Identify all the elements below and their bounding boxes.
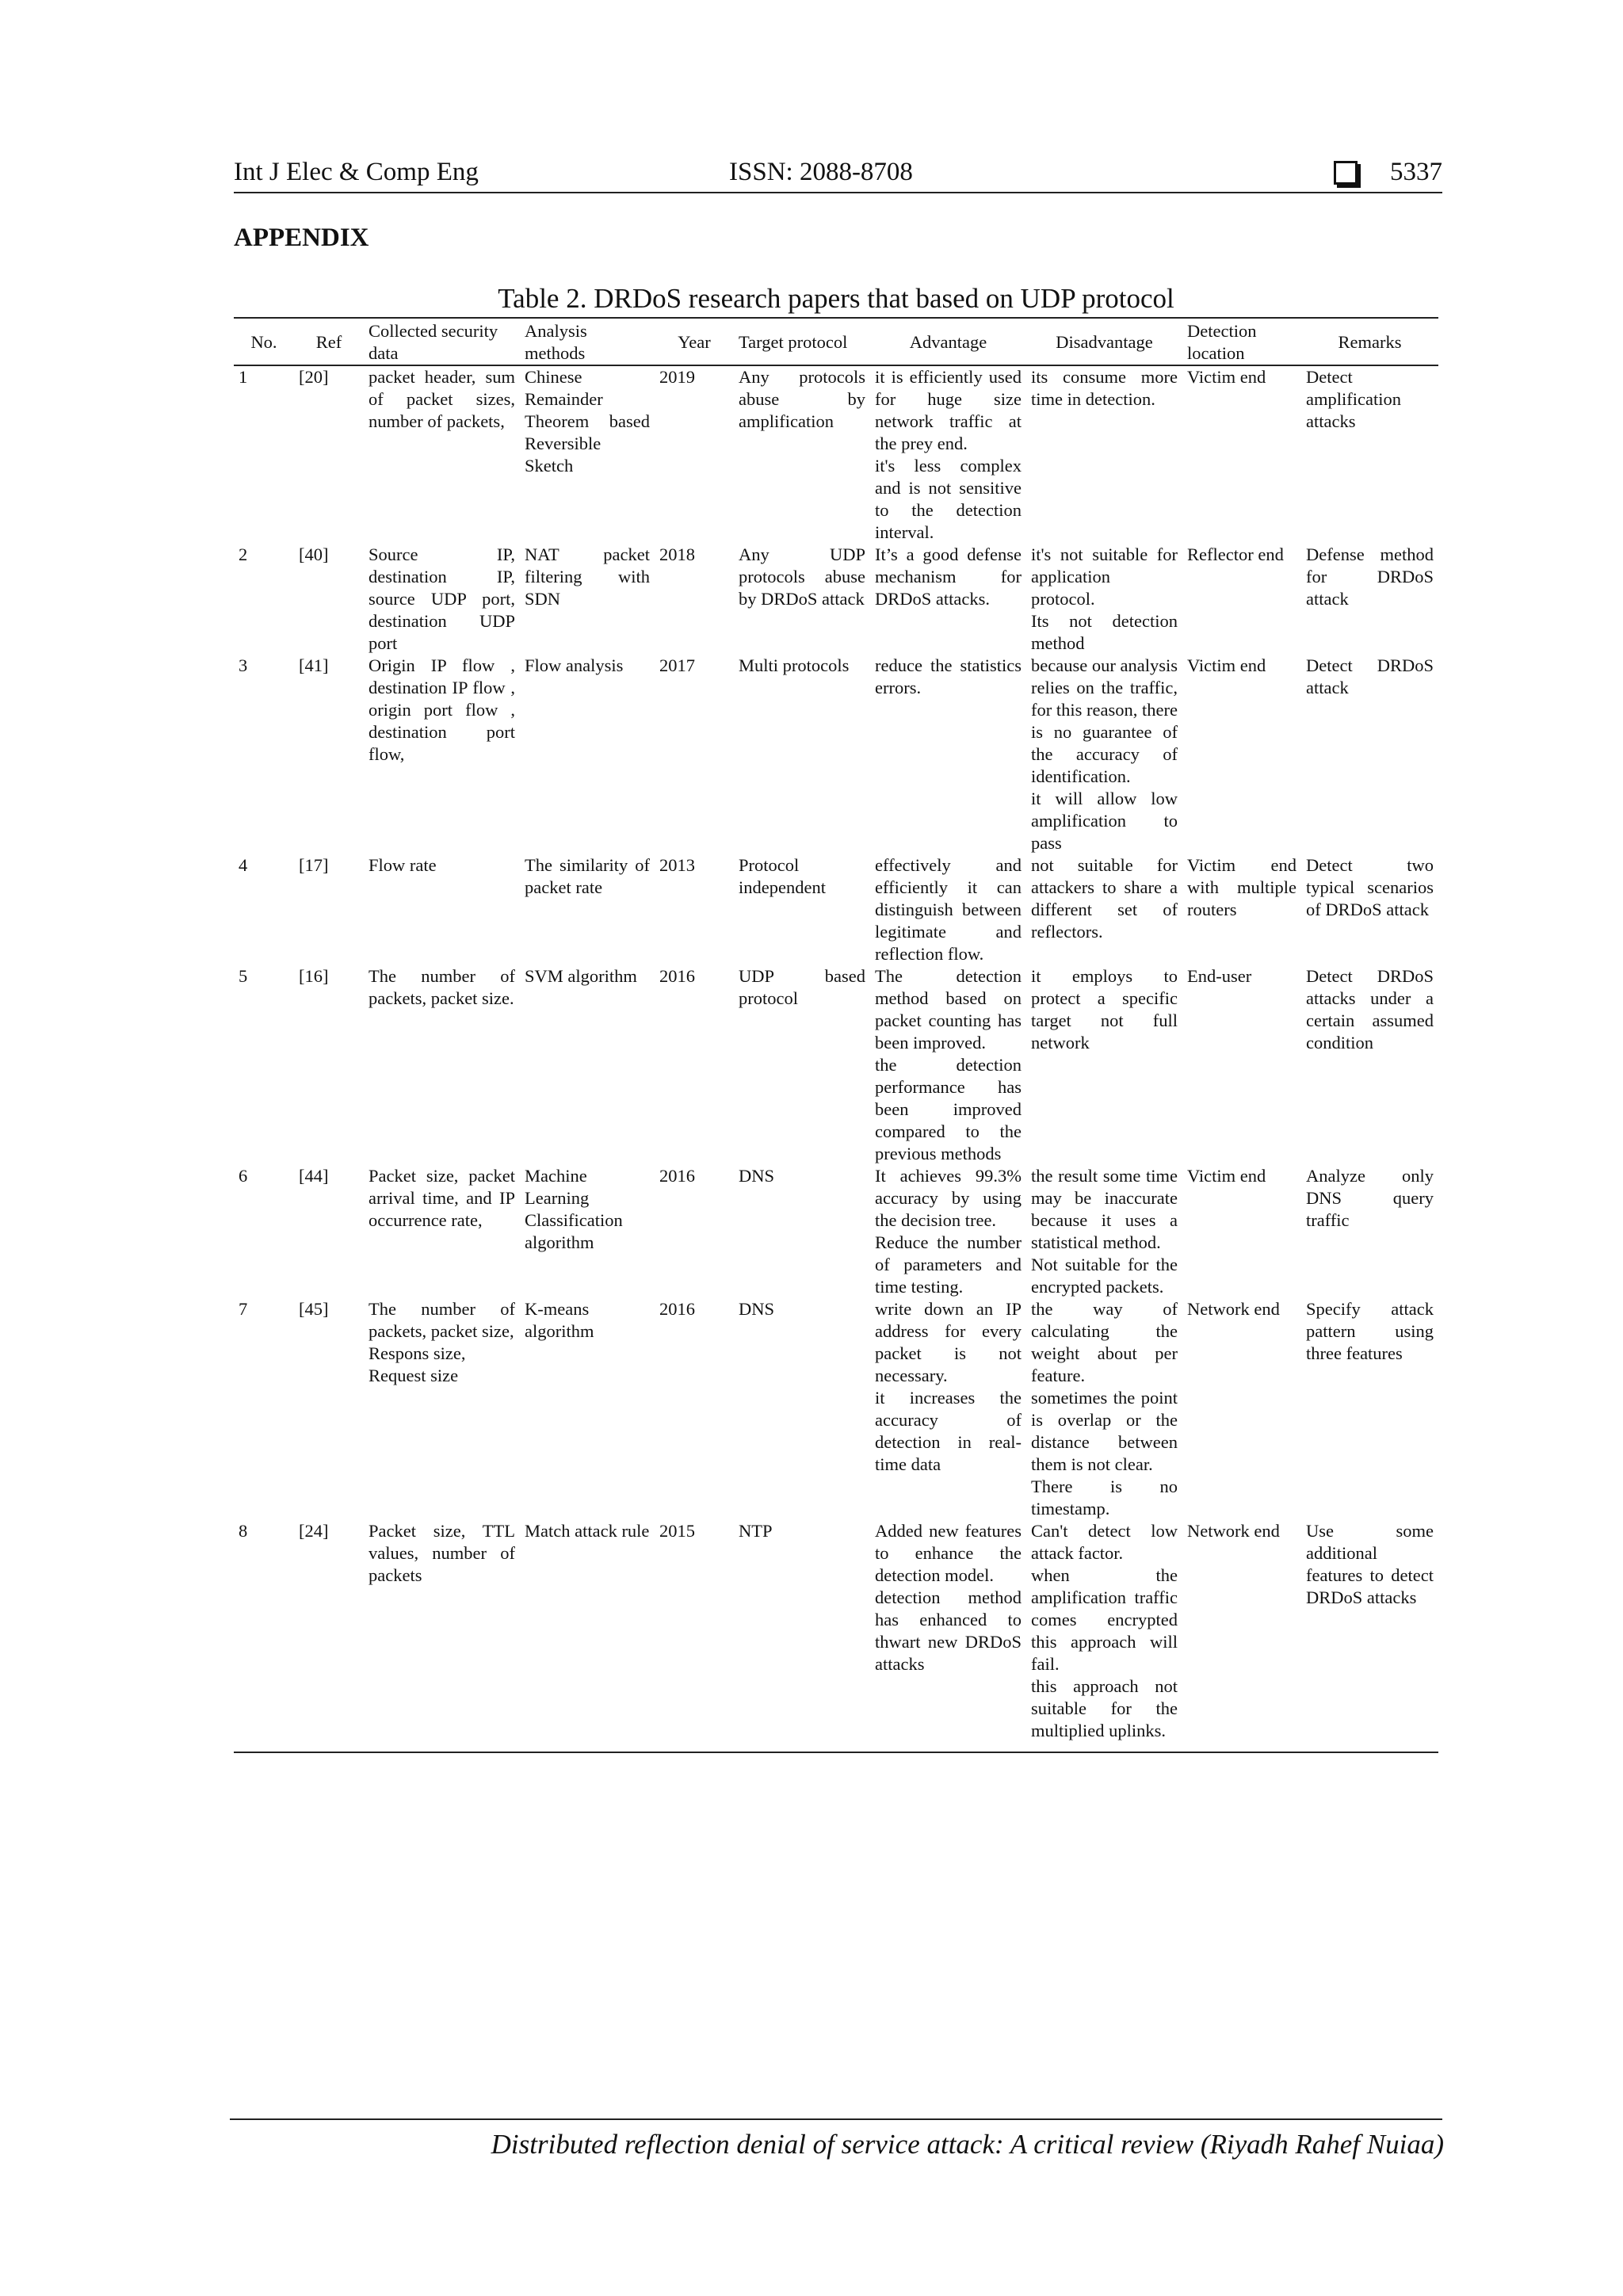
cell-disadvantage — [1026, 544, 1182, 655]
cell-no: 8 — [234, 1520, 294, 1752]
cell-no: 1 — [239, 367, 248, 387]
cell-advantage — [870, 544, 1026, 655]
cell-year: 2016 — [659, 1166, 695, 1186]
cell-remarks: Defense method for DRDoS attack — [1306, 544, 1434, 609]
cell-data: Flow rate — [369, 855, 437, 875]
cell-remarks: Analyze only DNS query traffic — [1306, 1166, 1434, 1230]
cell-ref: [17] — [299, 855, 329, 875]
cell-line: because our analysis relies on the traffic, for this reason, there is no guarantee of the accuracy of identification. — [1031, 655, 1178, 786]
cell-line: when the amplification traffic comes encrypted this approach will fail. — [1031, 1565, 1178, 1674]
cell-location: Network end — [1182, 1520, 1301, 1752]
cell-methods: Chinese Remainder Theorem based Reversible Sketch — [525, 367, 650, 476]
cell-disadvantage — [1026, 1165, 1182, 1298]
cell-line: it's not suitable for application protocol. — [1031, 544, 1178, 609]
cell-protocol: DNS — [739, 1299, 775, 1319]
cell-line: write down an IP address for every packet is not necessary. — [875, 1299, 1022, 1385]
table-row — [234, 854, 1438, 965]
cell-line: Can't detect low attack factor. — [1031, 1521, 1178, 1563]
cell-data: Packet size, TTL values, number of packets — [364, 1520, 520, 1752]
cell-line: It’s a good defense mechanism for DRDoS attacks. — [875, 544, 1022, 609]
col-header-advantage: Advantage — [870, 318, 1026, 365]
col-header-ref: Ref — [294, 318, 364, 365]
cell-disadvantage — [1026, 965, 1182, 1165]
cell-line: not suitable for attackers to share a different set of reflectors. — [1031, 855, 1178, 942]
cell-year: 2018 — [659, 544, 695, 564]
cell-line: the way of calculating the weight about per feature. — [1031, 1299, 1178, 1385]
cell-advantage — [870, 1520, 1026, 1752]
cell-line: it increases the accuracy of detection in real-time data — [875, 1388, 1022, 1474]
cell-remarks: Detect amplification attacks — [1306, 367, 1401, 431]
col-header-disadvantage: Disadvantage — [1026, 318, 1182, 365]
cell-line: It achieves 99.3% accuracy by using the decision tree. — [875, 1166, 1022, 1230]
cell-data: The number of packets, packet size. — [369, 966, 515, 1008]
cell-line: sometimes the point is overlap or the distance between them is not clear. — [1031, 1388, 1178, 1474]
cell-line: The number of packets, packet size, — [369, 1299, 515, 1341]
col-header-location: Detection location — [1182, 318, 1301, 365]
cell-disadvantage — [1026, 1520, 1182, 1752]
col-header-methods: Analysis methods — [520, 318, 655, 365]
cell-remarks: Detect DRDoS attacks under a certain assumed condition — [1306, 966, 1434, 1052]
cell-line: this approach not suitable for the multiplied uplinks. — [1031, 1676, 1178, 1740]
cell-line: it will allow low amplification to pass — [1031, 789, 1178, 853]
cell-line: it's less complex and is not sensitive to the detection interval. — [875, 456, 1022, 542]
cell-ref: [44] — [299, 1166, 329, 1186]
cell-line: Added new features to enhance the detection model. — [875, 1521, 1022, 1585]
table-row — [234, 655, 1438, 854]
col-header-no: No. — [234, 318, 294, 365]
page-number: 5337 — [1390, 158, 1442, 186]
cell-protocol: Any protocols abuse by amplification — [739, 367, 865, 431]
cell-data: Source IP, destination IP, source UDP port, destination UDP port — [369, 544, 515, 653]
cell-protocol: DNS — [739, 1166, 775, 1186]
cell-line: There is no timestamp. — [1031, 1477, 1178, 1519]
footer-rule — [230, 2118, 1442, 2120]
cell-ref: [40] — [299, 544, 329, 564]
cell-line: it employs to protect a specific target not full network — [1031, 966, 1178, 1052]
cell-remarks: Specify attack pattern using three features — [1306, 1299, 1434, 1363]
cell-advantage — [870, 1298, 1026, 1520]
table-row — [234, 1520, 1438, 1752]
cell-line: effectively and efficiently it can distinguish between legitimate and reflection flow. — [875, 855, 1022, 964]
cell-ref: [45] — [299, 1299, 329, 1319]
cell-protocol: Multi protocols — [739, 655, 850, 675]
cell-no: 3 — [239, 655, 248, 675]
cell-year: 2016 — [659, 1299, 695, 1319]
cell-disadvantage — [1026, 655, 1182, 854]
cell-ref: [24] — [294, 1520, 364, 1752]
cell-line: reduce the statistics errors. — [875, 655, 1022, 697]
appendix-heading: APPENDIX — [234, 223, 369, 252]
cell-line: Request size — [369, 1366, 459, 1385]
cell-methods: SVM algorithm — [525, 966, 637, 986]
cell-ref: [16] — [299, 966, 329, 986]
cell-data: packet header, sum of packet sizes, number of packets, — [369, 367, 515, 431]
cell-location: Victim end — [1187, 655, 1266, 675]
cell-methods: NAT packet filtering with SDN — [525, 544, 650, 609]
table-row — [234, 965, 1438, 1165]
cell-protocol: Any UDP protocols abuse by DRDoS attack — [739, 544, 865, 609]
cell-methods: K-means algorithm — [525, 1299, 594, 1341]
col-header-year: Year — [655, 318, 734, 365]
cell-line: Reduce the number of parameters and time testing. — [875, 1232, 1022, 1297]
col-header-data: Collected security data — [364, 318, 520, 365]
journal-name: Int J Elec & Comp Eng — [234, 158, 479, 186]
cell-no: 6 — [239, 1166, 248, 1186]
running-footer: Distributed reflection denial of service attack: A critical review (Riyadh Rahef Nuiaa) — [491, 2129, 1444, 2160]
cell-advantage — [870, 1165, 1026, 1298]
issn: ISSN: 2088-8708 — [729, 158, 913, 186]
cell-line: it is efficiently used for huge size network traffic at the prey end. — [875, 367, 1022, 453]
cell-location: Victim end with multiple routers — [1187, 855, 1296, 919]
cell-line: Its not detection method — [1031, 611, 1178, 653]
cell-data — [364, 1298, 520, 1520]
cell-year: 2016 — [659, 966, 695, 986]
table-row — [234, 544, 1438, 655]
cell-year: 2019 — [659, 367, 695, 387]
cell-data: Origin IP flow , destination IP flow , origin port flow , destination port flow, — [369, 655, 515, 764]
table-body — [234, 365, 1438, 1752]
cell-advantage — [870, 365, 1026, 544]
table-row — [234, 1298, 1438, 1520]
cell-advantage — [870, 854, 1026, 965]
cell-line: the result some time may be inaccurate because it uses a statistical method. — [1031, 1166, 1178, 1252]
cell-remarks: Detect two typical scenarios of DRDoS attack — [1306, 855, 1434, 919]
cell-advantage — [870, 655, 1026, 854]
cell-location: End-user — [1187, 966, 1252, 986]
cell-location: Reflector end — [1187, 544, 1284, 564]
cell-line: the detection performance has been improved compared to the previous methods — [875, 1055, 1022, 1163]
cell-year: 2015 — [655, 1520, 734, 1752]
drdos-table — [234, 317, 1438, 1753]
cell-location: Victim end — [1187, 1166, 1266, 1186]
cell-no: 7 — [239, 1299, 248, 1319]
cell-methods: Match attack rule — [520, 1520, 655, 1752]
cell-line: detection method has enhanced to thwart new DRDoS attacks — [875, 1587, 1022, 1674]
cell-disadvantage — [1026, 854, 1182, 965]
cell-data: Packet size, packet arrival time, and IP occurrence rate, — [369, 1166, 515, 1230]
cell-protocol: UDP based protocol — [739, 966, 865, 1008]
cell-methods: The similarity of packet rate — [525, 855, 650, 897]
table-caption: Table 2. DRDoS research papers that based on UDP protocol — [498, 283, 1174, 314]
cell-year: 2017 — [659, 655, 695, 675]
cell-line: The detection method based on packet counting has been improved. — [875, 966, 1022, 1052]
table-row — [234, 1165, 1438, 1298]
cell-ref: [20] — [299, 367, 329, 387]
cell-line: its consume more time in detection. — [1031, 367, 1178, 409]
cell-ref: [41] — [299, 655, 329, 675]
cell-advantage — [870, 965, 1026, 1165]
cell-remarks: Use some additional features to detect DRDoS attacks — [1301, 1520, 1438, 1752]
cell-disadvantage — [1026, 1298, 1182, 1520]
cell-location: Network end — [1187, 1299, 1280, 1319]
cell-year: 2013 — [659, 855, 695, 875]
cell-methods: Flow analysis — [525, 655, 624, 675]
checkbox-icon — [1334, 161, 1358, 185]
cell-no: 5 — [239, 966, 248, 986]
col-header-remarks: Remarks — [1301, 318, 1438, 365]
cell-line: Not suitable for the encrypted packets. — [1031, 1255, 1178, 1297]
cell-protocol: NTP — [734, 1520, 870, 1752]
cell-line: Respons size, — [369, 1343, 466, 1363]
table-row — [234, 365, 1438, 544]
col-header-protocol: Target protocol — [734, 318, 870, 365]
cell-location: Victim end — [1187, 367, 1266, 387]
running-header — [234, 155, 1442, 193]
cell-protocol: Protocol independent — [739, 855, 826, 897]
cell-no: 2 — [239, 544, 248, 564]
cell-methods: Machine Learning Classification algorithm — [525, 1166, 623, 1252]
cell-no: 4 — [239, 855, 248, 875]
table-header-row — [234, 318, 1438, 365]
cell-remarks: Detect DRDoS attack — [1306, 655, 1434, 697]
cell-disadvantage — [1026, 365, 1182, 544]
